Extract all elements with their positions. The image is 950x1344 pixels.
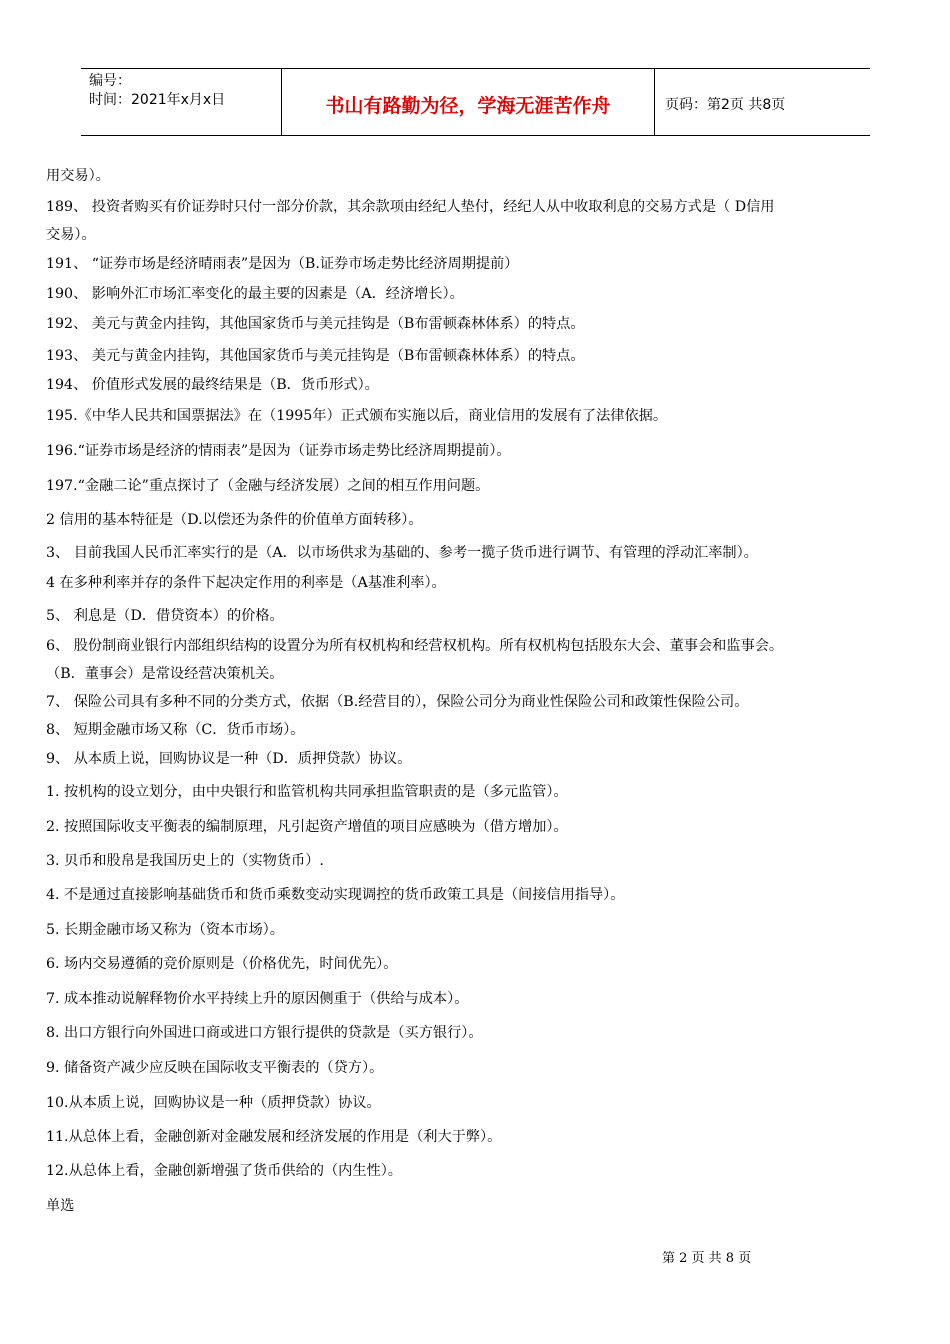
text-line: 195.《中华人民共和国票据法》在（1995年）正式颁布实施以后，商业信用的发展有了法律依据。 [46,408,668,424]
text-line: 交易）。 [46,227,96,243]
text-line: 3. 贝币和股帛是我国历史上的（实物货币）. [46,853,324,869]
text-line: （B．董事会）是常设经营决策机关。 [46,666,284,682]
text-line: 9、 从本质上说，回购协议是一种（D．质押贷款）协议。 [46,751,412,767]
text-line: 193、 美元与黄金内挂钩，其他国家货币与美元挂钩是（B布雷顿森林体系）的特点。 [46,348,585,364]
page-header [81,68,870,136]
text-line: 194、 价值形式发展的最终结果是（B．货币形式）。 [46,377,379,393]
text-line: 10.从本质上说，回购协议是一种（质押贷款）协议。 [46,1095,381,1111]
text-line: 191、 “证券市场是经济晴雨表”是因为（B.证券市场走势比经济周期提前） [46,256,519,272]
header-meta [81,69,282,135]
text-line: 5、 利息是（D．借贷资本）的价格。 [46,608,284,624]
text-line: 7. 成本推动说解释物价水平持续上升的原因侧重于（供给与成本）。 [46,991,469,1007]
text-line: 用交易）。 [46,168,110,184]
text-line: 2 信用的基本特征是（D.以偿还为条件的价值单方面转移）。 [46,512,423,528]
page-footer: 第 2 页 共 8 页 [662,1251,752,1266]
text-line: 192、 美元与黄金内挂钩，其他国家货币与美元挂钩是（B布雷顿森林体系）的特点。 [46,316,585,332]
text-line: 单选 [46,1198,75,1214]
header-page-info: 页码：第2页 共8页 [665,96,786,113]
text-line: 6. 场内交易遵循的竞价原则是（价格优先，时间优先）。 [46,956,398,972]
text-line: 4 在多种利率并存的条件下起决定作用的利率是（A基准利率）。 [46,575,446,591]
text-line: 12.从总体上看，金融创新增强了货币供给的（内生性）。 [46,1163,402,1179]
text-line: 5. 长期金融市场又称为（资本市场）。 [46,922,284,938]
text-line: 6、 股份制商业银行内部组织结构的设置分为所有权机构和经营权机构。所有权机构包括股东大会、董事会和监事会。 [46,638,784,654]
text-line: 8. 出口方银行向外国进口商或进口方银行提供的贷款是（买方银行）。 [46,1025,483,1041]
text-line: 1. 按机构的设立划分，由中央银行和监管机构共同承担监管职责的是（多元监管）。 [46,784,568,800]
text-line: 189、 投资者购买有价证券时只付一部分价款，其余款项由经纪人垫付，经纪人从中收取利息的交易方式是（ D信用 [46,199,775,215]
text-line: 4. 不是通过直接影响基础货币和货币乘数变动实现调控的货币政策工具是（间接信用指导）。 [46,887,625,903]
text-line: 3、 目前我国人民币汇率实行的是（A．以市场供求为基础的、参考一揽子货币进行调节、有管理的浮动汇率制）。 [46,545,758,561]
text-line: 2. 按照国际收支平衡表的编制原理，凡引起资产增值的项目应感映为（借方增加）。 [46,819,568,835]
header-motto: 书山有路勤为径，学海无涯苦作舟 [282,69,655,135]
text-line: 190、 影响外汇市场汇率变化的最主要的因素是（A．经济增长）。 [46,286,464,302]
text-line: 7、 保险公司具有多种不同的分类方式，依据（B.经营目的），保险公司分为商业性保险公司和政策性保险公司。 [46,694,749,710]
header-time-label: 时间：2021年x月x日 [89,92,226,108]
text-line: 196.“证券市场是经济的情雨表”是因为（证券市场走势比经济周期提前）。 [46,443,511,459]
text-line: 9. 储备资产减少应反映在国际收支平衡表的（贷方）。 [46,1060,384,1076]
text-line: 197.“金融二论”重点探讨了（金融与经济发展）之间的相互作用问题。 [46,478,490,494]
text-line: 11.从总体上看，金融创新对金融发展和经济发展的作用是（利大于弊）。 [46,1129,502,1145]
header-number-label: 编号： [89,73,131,89]
text-line: 8、 短期金融市场又称（C．货币市场）。 [46,722,305,738]
